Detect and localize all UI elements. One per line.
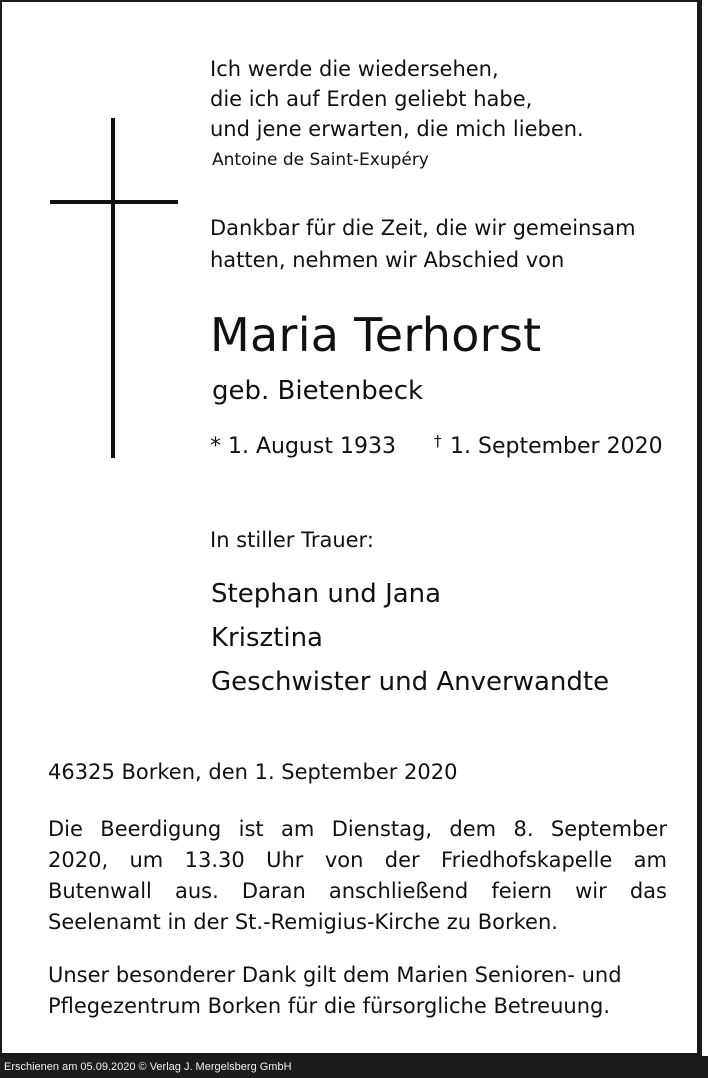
funeral-line: Butenwall aus. Daran anschließend feiern wir das: [48, 879, 667, 903]
funeral-line: Seelenamt in der St.-Remigius-Kirche zu Borken.: [48, 910, 558, 934]
thanks-line: Unser besonderer Dank gilt dem Marien Senioren- und: [48, 963, 622, 987]
deceased-name: Maria Terhorst: [210, 308, 542, 362]
death-cross-icon: †: [434, 432, 442, 450]
funeral-line: 2020, um 13.30 Uhr von der Friedhofskapelle am: [48, 848, 667, 872]
mourners-label: In stiller Trauer:: [210, 528, 374, 552]
cross-icon-horizontal: [50, 200, 178, 204]
thanks-line: Pflegezentrum Borken für die fürsorgliche Betreuung.: [48, 994, 611, 1018]
publication-footer: Erschienen am 05.09.2020 © Verlag J. Mergelsberg GmbH: [0, 1056, 708, 1078]
intro-line: hatten, nehmen wir Abschied von: [210, 248, 565, 272]
quote-line: Ich werde die wiedersehen,: [210, 57, 499, 81]
death-date: 1. September 2020: [450, 434, 663, 459]
place-date: 46325 Borken, den 1. September 2020: [48, 760, 458, 784]
maiden-name: geb. Bietenbeck: [212, 376, 424, 406]
quote-line: die ich auf Erden geliebt habe,: [210, 87, 533, 111]
mourner-name: Geschwister und Anverwandte: [211, 667, 610, 697]
mourner-name: Stephan und Jana: [211, 579, 442, 609]
intro-line: Dankbar für die Zeit, die wir gemeinsam: [210, 216, 636, 240]
cross-icon-vertical: [111, 118, 115, 458]
quote-line: und jene erwarten, die mich lieben.: [210, 117, 584, 141]
birth-date: * 1. August 1933: [210, 434, 396, 459]
mourner-name: Krisztina: [211, 623, 323, 653]
funeral-line: Die Beerdigung ist am Dienstag, dem 8. September: [48, 817, 667, 841]
quote-author: Antoine de Saint-Exupéry: [212, 150, 429, 170]
